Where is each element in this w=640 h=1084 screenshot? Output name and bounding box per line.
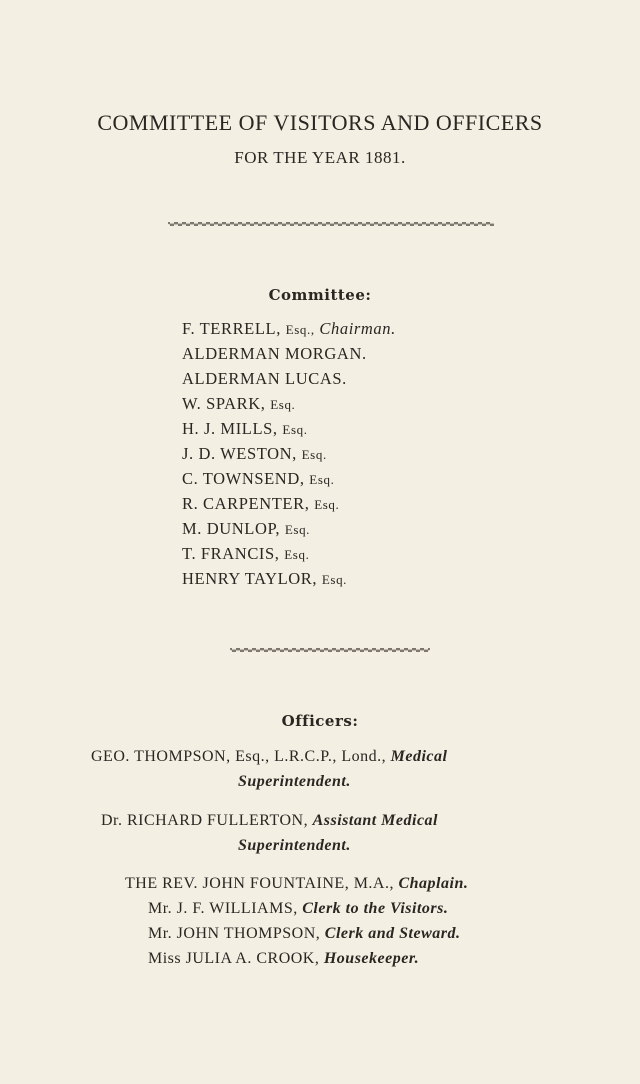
officer-entry-continuation: Superintendent. bbox=[238, 773, 351, 790]
officer-entry: Mr. JOHN THOMPSON, Clerk and Steward. bbox=[148, 925, 461, 942]
committee-member: F. TERRELL, Esq., Chairman. bbox=[182, 319, 396, 338]
committee-heading: Committee: bbox=[268, 286, 372, 304]
officer-entry: Dr. RICHARD FULLERTON, Assistant Medical bbox=[101, 812, 438, 829]
committee-member: H. J. MILLS, Esq. bbox=[182, 419, 308, 438]
officers-heading: Officers: bbox=[281, 712, 359, 730]
committee-member: C. TOWNSEND, Esq. bbox=[182, 469, 335, 488]
page-subtitle: FOR THE YEAR 1881. bbox=[234, 148, 406, 167]
officer-entry: Miss JULIA A. CROOK, Housekeeper. bbox=[148, 950, 420, 967]
committee-list bbox=[182, 316, 396, 591]
committee-member: T. FRANCIS, Esq. bbox=[182, 544, 310, 563]
committee-member: R. CARPENTER, Esq. bbox=[182, 494, 340, 513]
committee-member: ALDERMAN MORGAN. bbox=[182, 344, 367, 363]
committee-member: M. DUNLOP, Esq. bbox=[182, 519, 311, 538]
wavy-rule-top bbox=[168, 220, 494, 228]
page-title: COMMITTEE OF VISITORS AND OFFICERS bbox=[97, 110, 543, 135]
committee-member: ALDERMAN LUCAS. bbox=[182, 369, 347, 388]
officer-entry: GEO. THOMPSON, Esq., L.R.C.P., Lond., Medical bbox=[91, 748, 448, 765]
committee-member: J. D. WESTON, Esq. bbox=[182, 444, 327, 463]
officer-entry: THE REV. JOHN FOUNTAINE, M.A., Chaplain. bbox=[125, 875, 469, 892]
committee-member: W. SPARK, Esq. bbox=[182, 394, 296, 413]
committee-member: HENRY TAYLOR, Esq. bbox=[182, 569, 348, 588]
officer-entry-continuation: Superintendent. bbox=[238, 837, 351, 854]
officer-entry: Mr. J. F. WILLIAMS, Clerk to the Visitors. bbox=[148, 900, 449, 917]
wavy-rule-middle bbox=[230, 646, 430, 654]
